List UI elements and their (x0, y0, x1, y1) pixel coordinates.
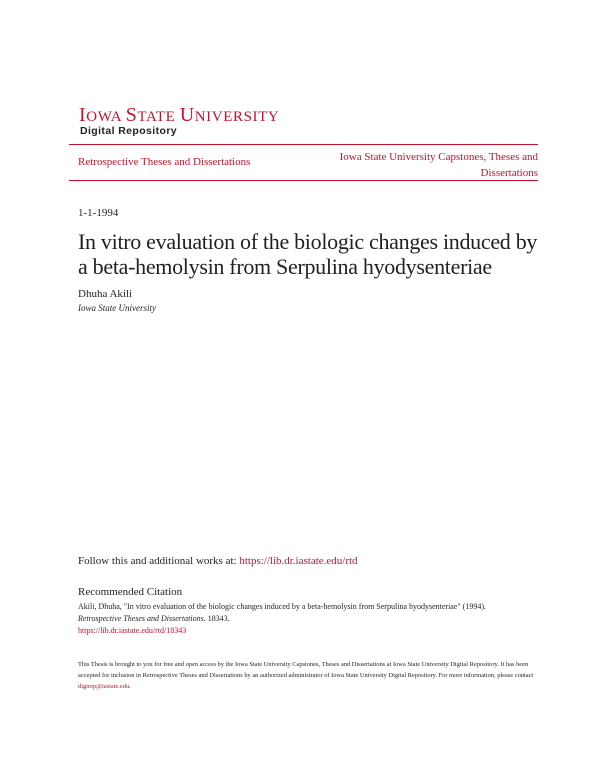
citation-series-line (78, 613, 538, 625)
citation-block (78, 601, 538, 637)
author-name: Dhuha Akili (78, 288, 133, 300)
university-logo: IOWA STATE UNIVERSITY (79, 104, 280, 126)
citation-text: Akili, Dhuha, "In vitro evaluation of the biologic changes induced by a beta-hemolysin from Serpulina hyodysenteriae" (1994). (78, 602, 486, 611)
series-link-capstones[interactable]: Iowa State University Capstones, Theses and Dissertations (339, 151, 538, 179)
contact-email-link[interactable]: digirep@iastate.edu (78, 683, 130, 690)
header-rule-bottom (69, 180, 538, 181)
citation-series: Retrospective Theses and Dissertations (78, 614, 204, 623)
recommended-citation-heading: Recommended Citation (78, 586, 183, 598)
access-text: This Thesis is brought to you for free and open access by the Iowa State University Capstones, Theses and Dissertations at Iowa State University Digital Repository. It has been accepted for inclusion in Retrospective Theses and Dissertations by an authorized administrator of Iowa State University Digital Repository. For more information, please contact (78, 661, 534, 679)
follow-line (78, 555, 358, 567)
access-end: . (129, 683, 131, 690)
citation-number: . 18343. (203, 614, 230, 623)
digital-repository-label: Digital Repository (80, 125, 178, 137)
publication-date: 1-1-1994 (78, 207, 119, 219)
follow-link[interactable]: https://lib.dr.iastate.edu/rtd (239, 555, 358, 567)
citation-link[interactable]: https://lib.dr.iastate.edu/rtd/18343 (78, 626, 187, 635)
access-statement (78, 659, 538, 692)
document-title: In vitro evaluation of the biologic changes induced by a beta-hemolysin from Serpulina hyodysenteriae (78, 229, 538, 279)
series-link-retrospective[interactable]: Retrospective Theses and Dissertations (78, 156, 251, 168)
author-affiliation: Iowa State University (78, 303, 156, 313)
follow-text: Follow this and additional works at: (78, 555, 240, 567)
header-rule-top (69, 144, 538, 145)
